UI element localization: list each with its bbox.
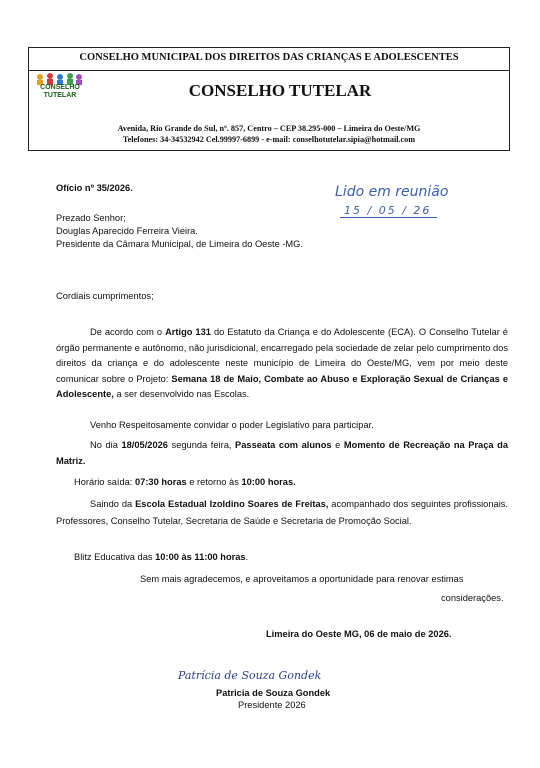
p6-text-c: . (245, 552, 249, 562)
p3-text-e: e (331, 440, 344, 450)
signer-name: Patricia de Souza Gondek (216, 688, 331, 698)
p3-text-c: segunda feira, (167, 440, 236, 450)
p6-text-a: Blitz Educativa das (74, 552, 156, 562)
p4-return: 10:00 horas. (241, 477, 296, 487)
council-name: CONSELHO MUNICIPAL DOS DIREITOS DAS CRIANÇAS E ADOLESCENTES (79, 52, 459, 63)
paragraph-blitz (74, 551, 248, 563)
recipient-role: Presidente da Câmara Municipal, de Limeira do Oeste -MG. (56, 239, 303, 249)
place-date: Limeira do Oeste MG, 06 de maio de 2026. (266, 629, 452, 639)
closing-line-2: considerações. (441, 593, 504, 603)
page-title: CONSELHO TUTELAR (188, 81, 372, 100)
closing-line-1: Sem mais agradecemos, e aproveitamos a oportunidade para renovar estimas (140, 574, 464, 584)
p5-text-c: acompanhado dos seguintes profissionais. Professores, Conselho Tutelar, Secretaria de Saúde e Secretaria de Promoção Social. (56, 499, 508, 526)
p1-article: Artigo 131 (165, 327, 211, 337)
p4-text-c: e retorno às (186, 477, 242, 487)
address-line: Avenida, Rio Grande do Sul, nº. 857, Centro – CEP 38.295-000 – Limeira do Oeste/MG (117, 124, 421, 133)
p1-project: Semana 18 de Maio, Combate ao Abuso e Exploração Sexual de Crianças e Adolescente, (56, 373, 508, 399)
p4-departure: 07:30 horas (134, 477, 187, 487)
letter-number: Ofício nº 35/2026. (56, 183, 133, 193)
p1-text-a: De acordo com o (90, 327, 166, 337)
p3-date: 18/05/2026 (121, 440, 168, 450)
greeting: Cordiais cumprimentos; (56, 291, 154, 301)
letterhead-divider (28, 70, 510, 71)
p3-text-a: No dia (90, 440, 122, 450)
p5-text-a: Saindo da (90, 499, 136, 509)
logo-text: CONSELHO TUTELAR (40, 84, 80, 99)
p5-school: Escola Estadual Izoldino Soares de Freitas, (135, 499, 329, 509)
handwritten-signature: Patrícia de Souza Gondek (178, 669, 322, 682)
paragraph-invite: Venho Respeitosamente convidar o poder Legislativo para participar. (90, 420, 374, 430)
p6-time: 10:00 às 11:00 horas (155, 552, 246, 562)
signer-role: Presidente 2026 (238, 700, 306, 710)
p3-recreation: Momento de Recreação na Praça da Matriz. (56, 440, 508, 466)
read-stamp: Lido em reunião (335, 184, 449, 200)
paragraph-event (56, 438, 508, 469)
paragraph-schedule (74, 476, 296, 488)
p1-text-e: a ser desenvolvido nas Escolas. (113, 389, 250, 399)
paragraph-article (56, 325, 508, 403)
p1-text-c: do Estatuto da Criança e do Adolescente (ECA). O Conselho Tutelar é órgão permanente e autônomo, não jurisdicional, encarregado pela sociedade de zelar pelo cumprimento dos direitos da criança e do adolescente neste município de Limeira do Oeste/MG, vem por meio deste comunicar sobre o Projeto: (56, 327, 508, 384)
salutation: Prezado Senhor; (56, 213, 126, 223)
recipient-name: Douglas Aparecido Ferreira Vieira. (56, 226, 198, 236)
read-stamp-date: 15 / 05 / 26 (340, 204, 437, 218)
paragraph-participants (56, 496, 508, 530)
contact-line: Telefones: 34-34532942 Cel.99997-6899 - e-mail: conselhotutelar.sipia@hotmail.com (122, 135, 416, 144)
p3-walk: Passeata com alunos (235, 440, 332, 450)
p4-text-a: Horário saída: (74, 477, 135, 487)
